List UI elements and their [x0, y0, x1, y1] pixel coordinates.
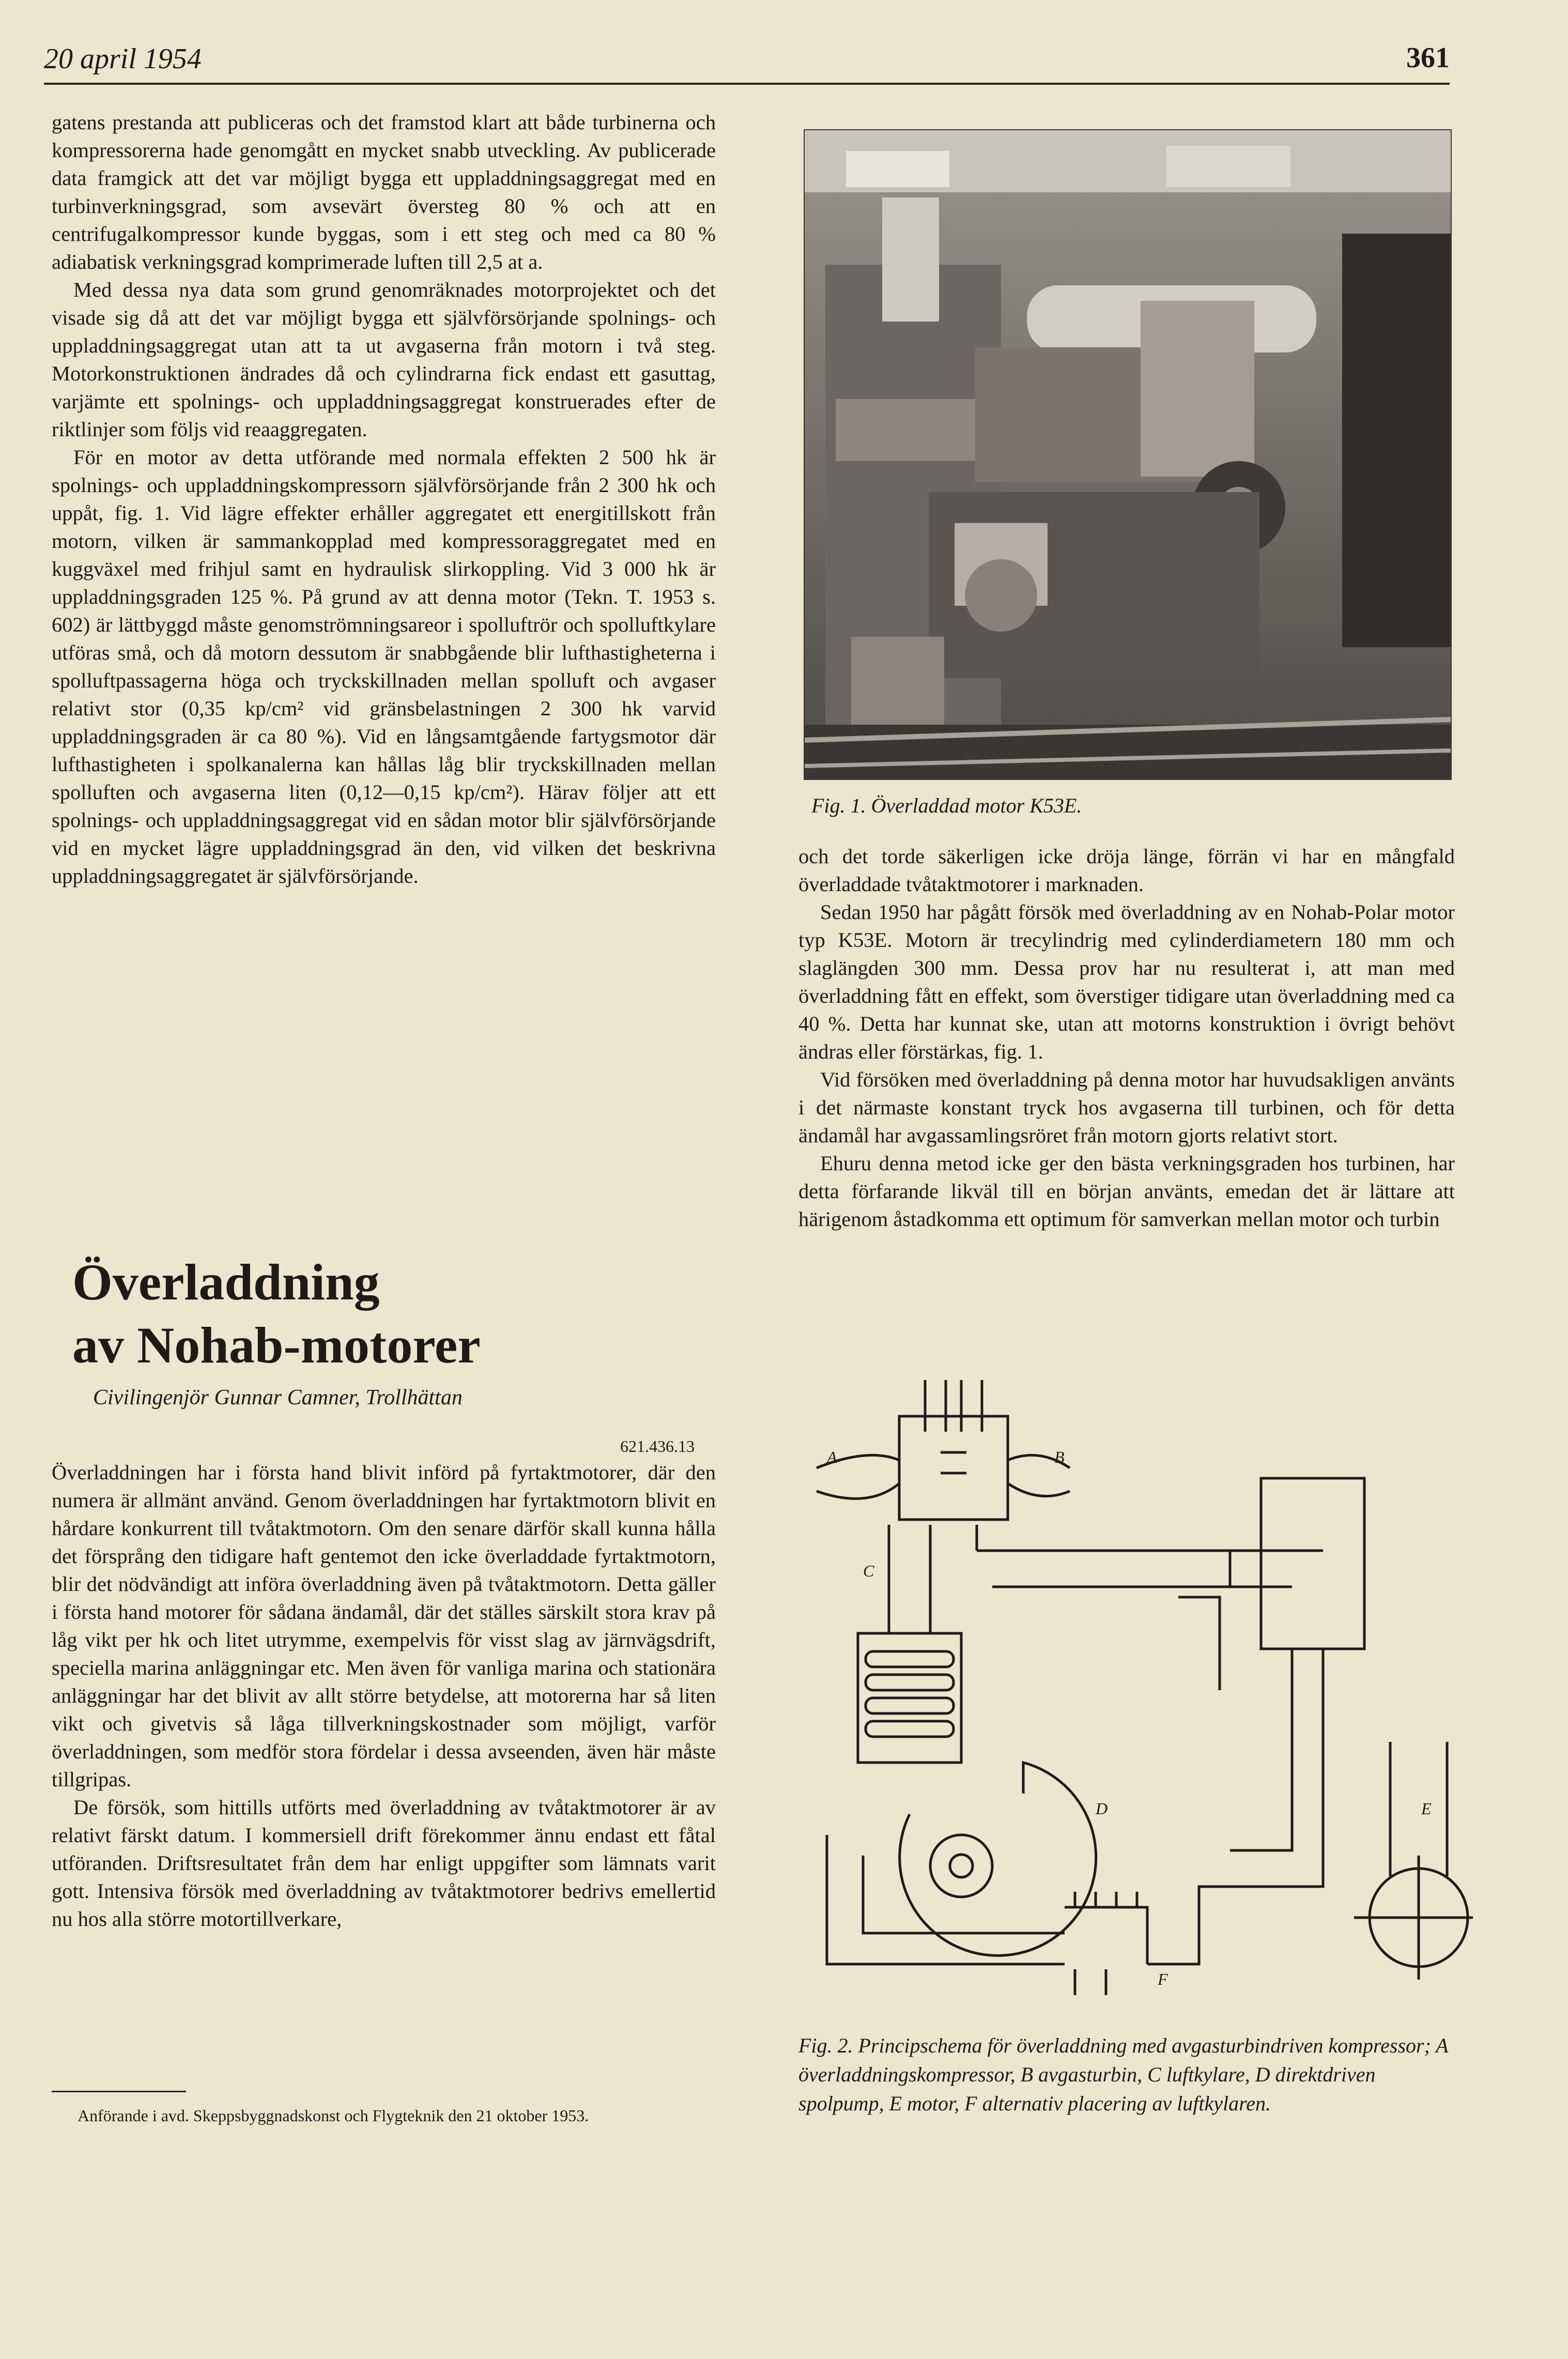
compressor-turbine-unit [817, 1380, 1070, 1520]
diagram-label-c: C [863, 1561, 874, 1580]
diagram-label-a: A [827, 1448, 837, 1466]
alternative-cooler-position [1065, 1892, 1147, 1995]
udc-classification: 621.436.13 [620, 1437, 695, 1456]
article-body [52, 1459, 716, 1933]
figure-2-caption: Fig. 2. Principschema för överladdning med avgasturbindriven kompressor; A överladdningskompressor, B avgasturbin, C luftkylare, D direktdriven spolpump, E motor, F alternativ placering av luftkylaren. [798, 2034, 1448, 2115]
paragraph: Sedan 1950 har pågått försök med överladdning av en Nohab-Polar motor typ K53E. Motorn är trecylindrig med cylinderdiametern 180 mm och slaglängden 300 mm. Dessa prov har nu resulterat i, att man med överladdning fått en effekt, som överstiger tidigare utan överladdning med ca 40 %. Detta har kunnat ske, utan att motorns konstruktion i övrigt behövt ändras eller förstärkas, fig. 1. [798, 900, 1455, 1063]
article-title [72, 1251, 693, 1377]
paragraph: Ehuru denna metod icke ger den bästa verkningsgraden hos turbinen, har detta förfarande likväl till en början använts, emedan det är lättare att härigenom åstadkomma ett optimum för samverkan mellan motor och turbin [798, 1152, 1455, 1231]
footnote: Anförande i avd. Skeppsbyggnadskonst och Flygteknik den 21 oktober 1953. [78, 2106, 589, 2125]
diagram-label-e: E [1421, 1799, 1432, 1818]
principle-diagram [806, 1370, 1473, 2016]
scavenge-pump [827, 1763, 1096, 1964]
page-header [44, 36, 1450, 85]
article-title-line: Överladdning [72, 1253, 380, 1311]
figure-1-caption: Fig. 1. Överladdad motor K53E. [811, 794, 1082, 817]
article-title-line: av Nohab-motorer [72, 1316, 481, 1374]
paragraph: De försök, som hittills utförts med överladdning av tvåtaktmotorer är av relativt färskt datum. I kommersiell drift förekommer ännu endast ett fåtal utföranden. Driftsresultatet från dem har enligt uppgifter som lämnats varit gott. Intensiva försök med överladdning av tvåtaktmotorer bedrivs emellertid nu hos alla större motortillverkare, [52, 1796, 716, 1931]
issue-date: 20 april 1954 [44, 43, 202, 75]
right-column-text [798, 842, 1455, 1233]
page-number: 361 [1406, 42, 1450, 74]
paragraph: Överladdningen har i första hand blivit införd på fyrtaktmotorer, där den numera är allmänt använd. Genom överladdningen har fyrtaktmotorn blivit en hårdare konkurrent till tvåtaktmotorn. Om den senare därför skall kunna hålla det försprång den tidigare haft gentemot den icke överladdade fyrtaktmotorn, blir det nödvändigt att införa överladdning även på tvåtaktmotorn. Detta gäller i första hand motorer för sådana ändamål, där det ställes särskilt stora krav på låg vikt per hk och litet utrymme, exempelvis för visst slag av järnvägsdrift, speciella marina anläggningar etc. Men även för vanliga marina och stationära anläggningar har det blivit av allt större betydelse, att motorerna har så liten vikt och givetvis så låga tillverkningskostnader som möjligt, varför överladdningen, som medför stora fördelar i dessa avseenden, även här måste tillgripas. [52, 1461, 716, 1791]
diagram-label-b: B [1054, 1448, 1065, 1466]
author-byline: Civilingenjör Gunnar Camner, Trollhättan [93, 1386, 463, 1410]
engine-photo-illustration [805, 130, 1451, 779]
paragraph: Med dessa nya data som grund genomräknades motorprojektet och det visade sig då att det var möjligt bygga ett självförsörjande spolnings- och uppladdningsaggregat utan att ta ut avgaserna från motorn i två steg. Motorkonstruktionen ändrades då och cylindrarna fick endast ett gasuttag, varjämte ett spolnings- och uppladdningsaggregat konstruerades efter de riktlinjer som följs vid reaaggregaten. [52, 278, 716, 441]
diagram-label-f: F [1158, 1970, 1168, 1988]
footnote-divider [52, 2091, 186, 2092]
paragraph: och det torde säkerligen icke dröja länge, förrän vi har en mångfald överladdade tvåtaktmotorer i marknaden. [798, 845, 1455, 896]
engine-photograph [804, 129, 1452, 780]
left-column-text [52, 109, 716, 890]
diagram-label-d: D [1096, 1799, 1108, 1818]
engine-crank [1354, 1742, 1473, 1980]
air-cooler [858, 1633, 961, 1763]
supercharging-schematic [806, 1370, 1473, 2016]
paragraph: gatens prestanda att publiceras och det framstod klart att både turbinerna och kompressorerna hade genomgått en mycket snabb utveckling. Av publicerade data framgick att det var möjligt bygga ett uppladdningsaggregat med en turbinverkningsgrad, som avsevärt översteg 80 % och att en centrifugalkompressor kunde byggas, som i ett steg och med ca 80 % adiabatisk verkningsgrad komprimerade luften till 2,5 at a. [52, 111, 716, 273]
paragraph: Vid försöken med överladdning på denna motor har huvudsakligen använts i det närmaste konstant tryck hos avgaserna till turbinen, och för detta ändamål har avgassamlingsröret från motorn gjorts relativt stort. [798, 1068, 1455, 1147]
paragraph: För en motor av detta utförande med normala effekten 2 500 hk är spolnings- och uppladdningskompressorn självförsörjande från 2 300 hk och uppåt, fig. 1. Vid lägre effekter erhåller aggregatet ett energitillskott från motorn, vilken är sammankopplad med kompressoraggregatet med en kuggväxel med frihjul samt en hydraulisk slirkoppling. Vid 3 000 hk är uppladdningsgraden 125 %. På grund av att denna motor (Tekn. T. 1953 s. 602) är lättbyggd måste genomströmningsareor i spolluftrör och spolluftkylare utföras små, och då motorn dessutom är snabbgående blir lufthastigheterna i spolluftpassagerna höga och tryckskillnaden mellan spolluft och avgaser relativt stor (0,35 kp/cm² vid gränsbelastningen 2 300 hk varvid uppladdningsgraden är ca 80 %). Vid en långsamtgående fartygsmotor där lufthastigheten i spolkanalerna kan hållas låg blir tryckskillnaden mellan spolluften och avgaserna liten (0,12—0,15 kp/cm²). Härav följer att ett spolnings- och uppladdningsaggregat vid en sådan motor blir självförsörjande vid en mycket lägre uppladdningsgrad än den, vid vilken det beskrivna uppladdningsaggregatet är självförsörjande. [52, 446, 716, 887]
